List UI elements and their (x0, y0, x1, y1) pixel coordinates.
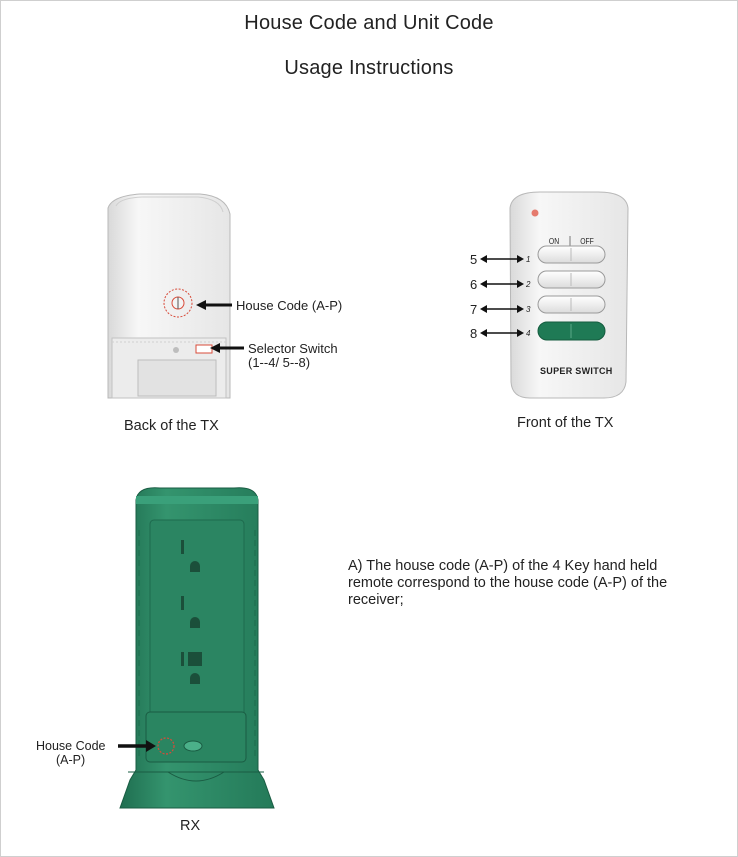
selector-switch-label: Selector Switch (248, 341, 338, 356)
tx-front-caption: Front of the TX (517, 415, 614, 431)
rx-house-code-range: (A-P) (56, 753, 86, 767)
on-label: ON (548, 237, 560, 246)
rx-device (120, 488, 274, 808)
rx-caption: RX (180, 818, 201, 834)
rx-house-code-label: House Code (36, 739, 106, 753)
unit-number-5: 5 (470, 252, 478, 267)
unit-number-8: 8 (470, 326, 478, 341)
arrow-unit-6-icon (480, 280, 524, 288)
channel-label-4: 4 (526, 329, 531, 338)
brand-logo: SUPER SWITCH (540, 366, 613, 376)
tx-button-4[interactable] (538, 322, 605, 340)
page-title: House Code and Unit Code (244, 12, 494, 34)
tx-button-3[interactable] (538, 296, 605, 313)
off-label: OFF (580, 237, 594, 246)
tx-back-caption: Back of the TX (124, 418, 219, 434)
house-code-label: House Code (A-P) (236, 298, 343, 313)
selector-range-label: (1--4/ 5--8) (248, 355, 311, 370)
arrow-unit-7-icon (480, 305, 524, 313)
instructions-text: A) The house code (A-P) of the 4 Key hand held remote correspond to the house code (A-P) of the receiver; (348, 558, 668, 608)
led-indicator (532, 210, 539, 217)
unit-number-6: 6 (470, 277, 478, 292)
arrow-unit-8-icon (480, 329, 524, 337)
channel-label-2: 2 (526, 280, 531, 289)
channel-label-1: 1 (526, 255, 531, 264)
tx-button-1[interactable] (538, 246, 605, 263)
channel-label-3: 3 (526, 305, 531, 314)
page-subtitle: Usage Instructions (284, 57, 454, 79)
tx-button-2[interactable] (538, 271, 605, 288)
tx-back-device (108, 194, 230, 398)
arrow-unit-5-icon (480, 255, 524, 263)
unit-number-7: 7 (470, 302, 478, 317)
